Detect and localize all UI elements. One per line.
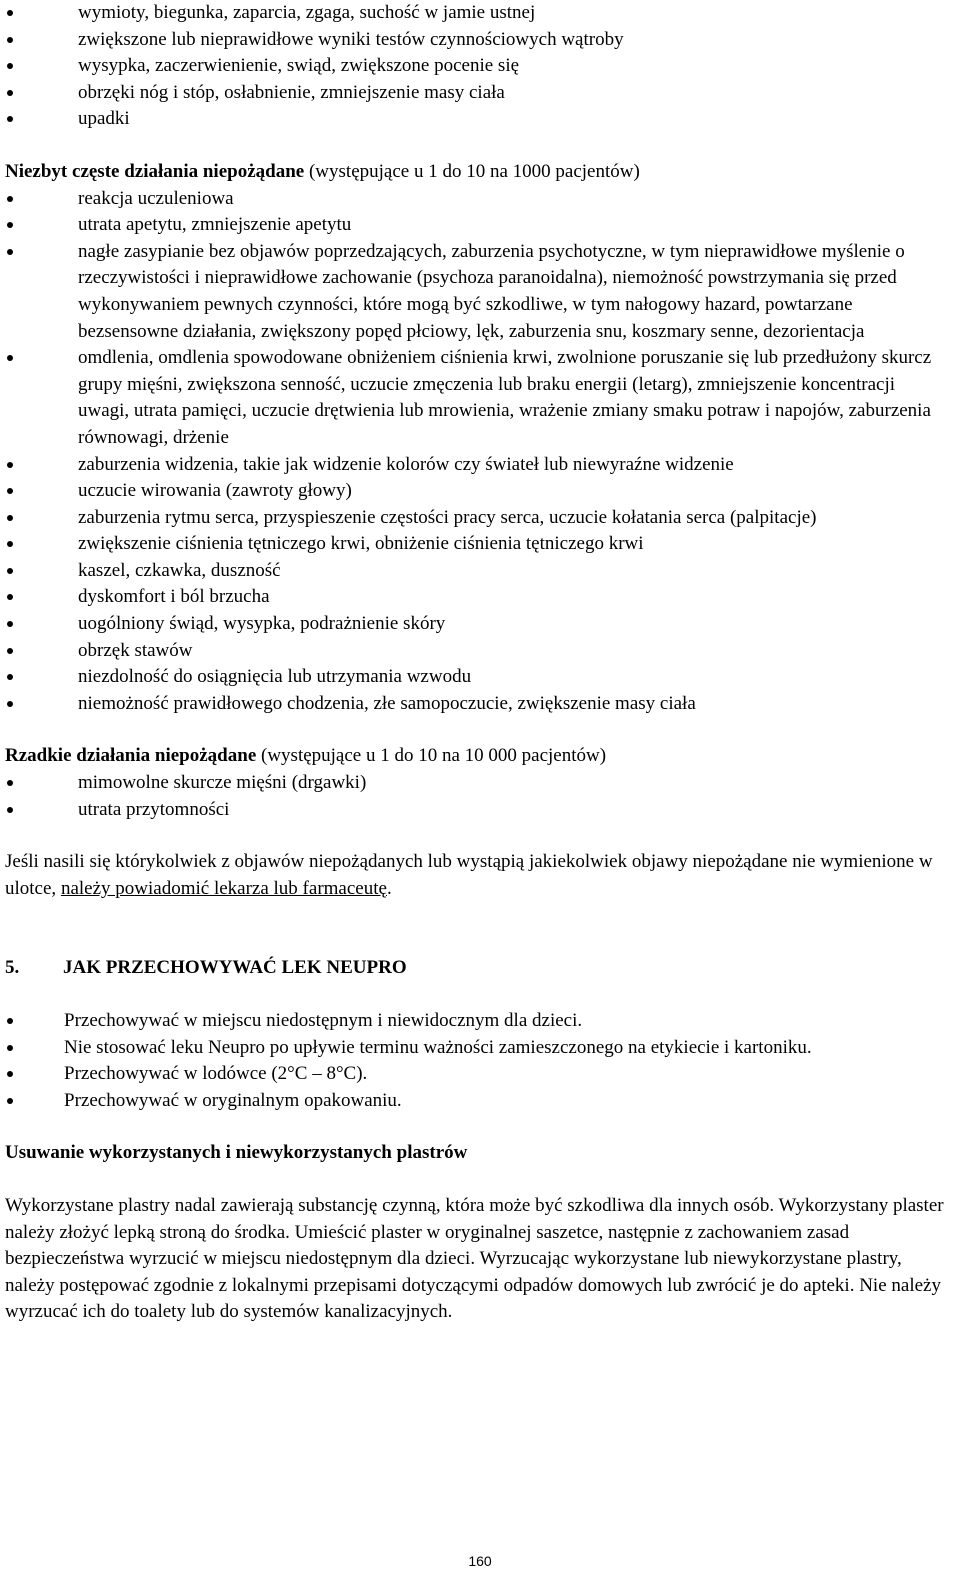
list-item: zwiększenie ciśnienia tętniczego krwi, obniżenie ciśnienia tętniczego krwi xyxy=(0,531,960,558)
list-item: reakcja uczuleniowa xyxy=(0,186,960,213)
report-end: . xyxy=(386,877,392,899)
list-item: zaburzenia widzenia, takie jak widzenie kolorów czy świateł lub niewyraźne widzenie xyxy=(0,452,960,479)
section-5-title xyxy=(0,955,960,982)
disposal-heading: Usuwanie wykorzystanych i niewykorzystanych plastrów xyxy=(5,1142,468,1164)
uncommon-heading-rest: (występujące u 1 do 10 na 1000 pacjentów) xyxy=(304,160,640,182)
section-number: 5. xyxy=(5,957,20,979)
list-item: utrata apetytu, zmniejszenie apetytu xyxy=(0,212,960,239)
list-item: dyskomfort i ból brzucha xyxy=(0,584,960,611)
list-item: uczucie wirowania (zawroty głowy) xyxy=(0,478,960,505)
rare-list xyxy=(0,770,960,823)
rare-heading-rest: (występujące u 1 do 10 na 10 000 pacjentów) xyxy=(256,745,607,767)
report-underlined-text: należy powiadomić lekarza lub farmaceutę xyxy=(60,877,387,899)
rare-heading xyxy=(0,743,960,770)
list-item: omdlenia, omdlenia spowodowane obniżeniem ciśnienia krwi, zwolnione poruszanie się lub przedłużony skurcz grupy mięśni, zwiększona senność, uczucie zmęczenia lub braku energii (letarg), zmniejszenie koncentracji uwagi, utrata pamięci, uczucie drętwienia lub mrowienia, wrażenie zmiany smaku potraw i napojów, zaburzenia równowagi, drżenie xyxy=(0,345,960,451)
report-text: Jeśli nasili się którykolwiek z objawów niepożądanych lub wystąpią jakiekolwiek objawy niepożądane nie wymienione w ulotce, xyxy=(5,851,933,899)
list-item: Nie stosować leku Neupro po upływie terminu ważności zamieszczonego na etykiecie i kartoniku. xyxy=(0,1035,960,1062)
list-item: Przechowywać w lodówce (2°C – 8°C). xyxy=(0,1061,960,1088)
list-item: obrzęki nóg i stóp, osłabnienie, zmniejszenie masy ciała xyxy=(0,80,960,107)
list-item: niezdolność do osiągnięcia lub utrzymania wzwodu xyxy=(0,664,960,691)
list-item: zwiększone lub nieprawidłowe wyniki testów czynnościowych wątroby xyxy=(0,27,960,54)
list-item: wymioty, biegunka, zaparcia, zgaga, suchość w jamie ustnej xyxy=(0,0,960,27)
uncommon-heading-bold: Niezbyt częste działania niepożądane xyxy=(5,160,305,182)
list-item: uogólniony świąd, wysypka, podrażnienie skóry xyxy=(0,611,960,638)
list-item: mimowolne skurcze mięśni (drgawki) xyxy=(0,770,960,797)
list-item: Przechowywać w oryginalnym opakowaniu. xyxy=(0,1088,960,1115)
list-item: upadki xyxy=(0,106,960,133)
list-item: obrzęk stawów xyxy=(0,638,960,665)
list-item: zaburzenia rytmu serca, przyspieszenie częstości pracy serca, uczucie kołatania serca (palpitacje) xyxy=(0,505,960,532)
list-item: nagłe zasypianie bez objawów poprzedzających, zaburzenia psychotyczne, w tym nieprawidłowe myślenie o rzeczywistości i nieprawidłowe zachowanie (psychoza paranoidalna), niemożność powstrzymania się przed wykonywaniem pewnych czynności, które mogą być szkodliwe, w tym nałogowy hazard, powtarzane bezsensowne działania, zwiększony popęd płciowy, lęk, zaburzenia snu, koszmary senne, dezorientacja xyxy=(0,239,960,345)
list-item: wysypka, zaczerwienienie, swiąd, zwiększone pocenie się xyxy=(0,53,960,80)
disposal-paragraph: Wykorzystane plastry nadal zawierają substancję czynną, która może być szkodliwa dla innych osób. Wykorzystany plaster należy złożyć lepką stroną do środka. Umieścić plaster w oryginalnej saszetce, następnie z zachowaniem zasad bezpieczeństwa wyrzucić w miejscu niedostępnym dla dzieci. Wyrzucając wykorzystane lub niewykorzystane plastry, należy postępować zgodnie z lokalnymi przepisami dotyczącymi odpadów domowych lub zwrócić je do apteki. Nie należy wyrzucać ich do toalety lub do systemów kanalizacyjnych. xyxy=(5,1194,944,1323)
report-paragraph xyxy=(0,849,960,902)
storage-list xyxy=(0,1008,960,1114)
rare-heading-bold: Rzadkie działania niepożądane xyxy=(5,745,257,767)
list-item: Przechowywać w miejscu niedostępnym i niewidocznym dla dzieci. xyxy=(0,1008,960,1035)
uncommon-heading xyxy=(0,159,960,186)
side-effects-list-continued xyxy=(0,0,960,133)
section-title-text: JAK PRZECHOWYWAĆ LEK NEUPRO xyxy=(63,957,407,979)
list-item: kaszel, czkawka, duszność xyxy=(0,558,960,585)
list-item: niemożność prawidłowego chodzenia, złe samopoczucie, zwiększenie masy ciała xyxy=(0,691,960,718)
uncommon-list xyxy=(0,186,960,718)
list-item: utrata przytomności xyxy=(0,797,960,824)
page-number: 160 xyxy=(468,1553,492,1569)
